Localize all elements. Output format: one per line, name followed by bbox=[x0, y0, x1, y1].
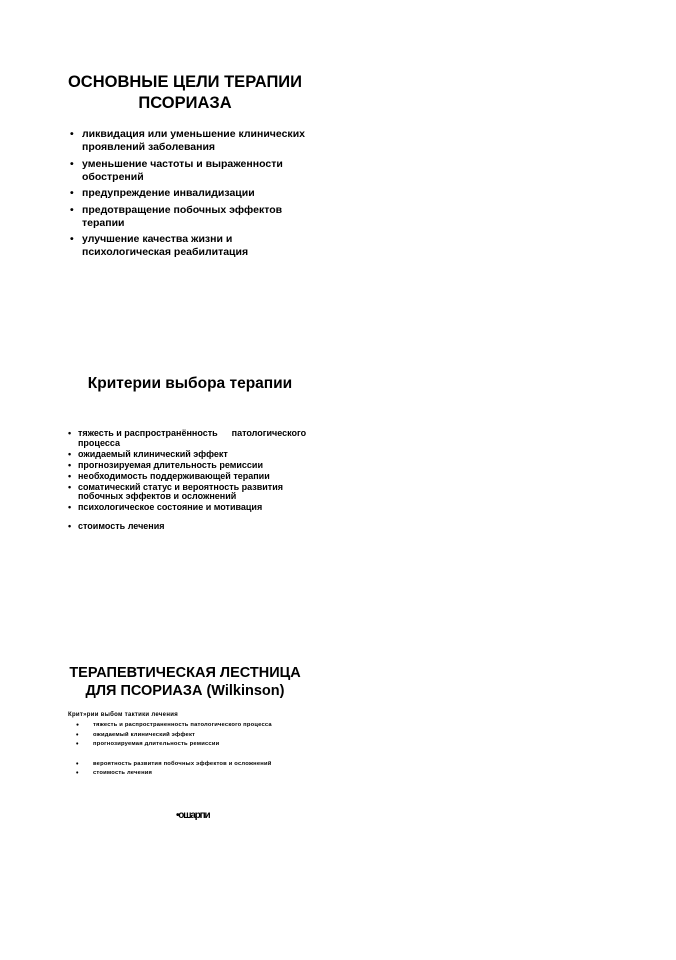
slide3-footer-text: •ошарпи bbox=[176, 810, 210, 821]
list-item bbox=[68, 483, 328, 502]
list-item-line: • уменьшение частоты и выраженности bbox=[82, 157, 283, 170]
list-item bbox=[68, 503, 328, 513]
list-item-line: • предупреждение инвалидизации bbox=[82, 187, 255, 199]
slide2-title: Критерии выбора терапии bbox=[87, 375, 293, 392]
slide2-criteria-list bbox=[68, 429, 328, 533]
slide3-title-line2: ДЛЯ ПСОРИАЗА (Wilkinson) bbox=[85, 683, 285, 700]
list-item-line: процесса bbox=[78, 437, 120, 448]
list-item bbox=[68, 472, 328, 482]
list-item: ● тяжесть и распространенность патологического процесса bbox=[76, 721, 336, 731]
slide1-title bbox=[60, 72, 310, 113]
slide1-title-line1: ОСНОВНЫЕ ЦЕЛИ ТЕРАПИИ bbox=[67, 73, 303, 91]
list-item: • прогнозируемая длительность ремиссии bbox=[76, 740, 336, 750]
list-item-line: психологическая реабилитация bbox=[82, 246, 249, 258]
list-item-line: • прогнозируемая длительность ремиссии bbox=[78, 459, 263, 470]
list-item bbox=[70, 233, 330, 259]
list-item-line: • психологическое состояние и мотивация bbox=[78, 502, 263, 512]
slide1-title-line2: ПСОРИАЗА bbox=[138, 93, 232, 112]
list-item: • стоимость лечения bbox=[76, 769, 336, 779]
list-item-line: побочных эффектов и осложнений bbox=[78, 491, 237, 501]
list-item-text: патологического bbox=[231, 428, 307, 438]
list-item-line: • предотвращение побочных эффектов bbox=[82, 203, 283, 216]
list-item-line: • соматический статус и вероятность развития bbox=[78, 481, 283, 492]
list-item-line: • улучшение качества жизни и bbox=[82, 233, 233, 245]
list-item-line: • стоимость лечения bbox=[78, 520, 165, 531]
list-item bbox=[68, 461, 328, 471]
list-item bbox=[68, 522, 328, 532]
list-item-line: обострений bbox=[82, 170, 144, 183]
slide3-criteria-list bbox=[76, 721, 336, 779]
list-item-line: • ожидаемый клинический эффект bbox=[78, 448, 228, 459]
list-item-text: тяжесть и распространённость bbox=[78, 428, 218, 438]
list-item: • вероятность развития побочных эффектов и осложнений bbox=[76, 760, 336, 770]
list-item-line: проявлений заболевания bbox=[82, 141, 216, 153]
slide3-title-line1: ТЕРАПЕВТИЧЕСКАЯ ЛЕСТНИЦА bbox=[69, 665, 301, 681]
list-item bbox=[70, 204, 330, 230]
list-item-line: • необходимость поддерживающей терапии bbox=[78, 470, 270, 481]
list-item bbox=[68, 450, 328, 460]
list-item bbox=[68, 429, 328, 448]
list-item bbox=[70, 187, 330, 200]
slide3-title bbox=[60, 664, 310, 700]
slide3-heading: Крит»рии выбом тактики лечения bbox=[68, 712, 179, 718]
list-item: • ожидаемый клинический эффект bbox=[76, 731, 336, 741]
list-item-line: • ликвидация или уменьшение клинических bbox=[82, 128, 305, 140]
list-item-line: терапии bbox=[82, 216, 125, 229]
slide1-goals-list bbox=[70, 128, 330, 263]
list-item bbox=[70, 158, 330, 184]
list-item bbox=[70, 128, 330, 154]
